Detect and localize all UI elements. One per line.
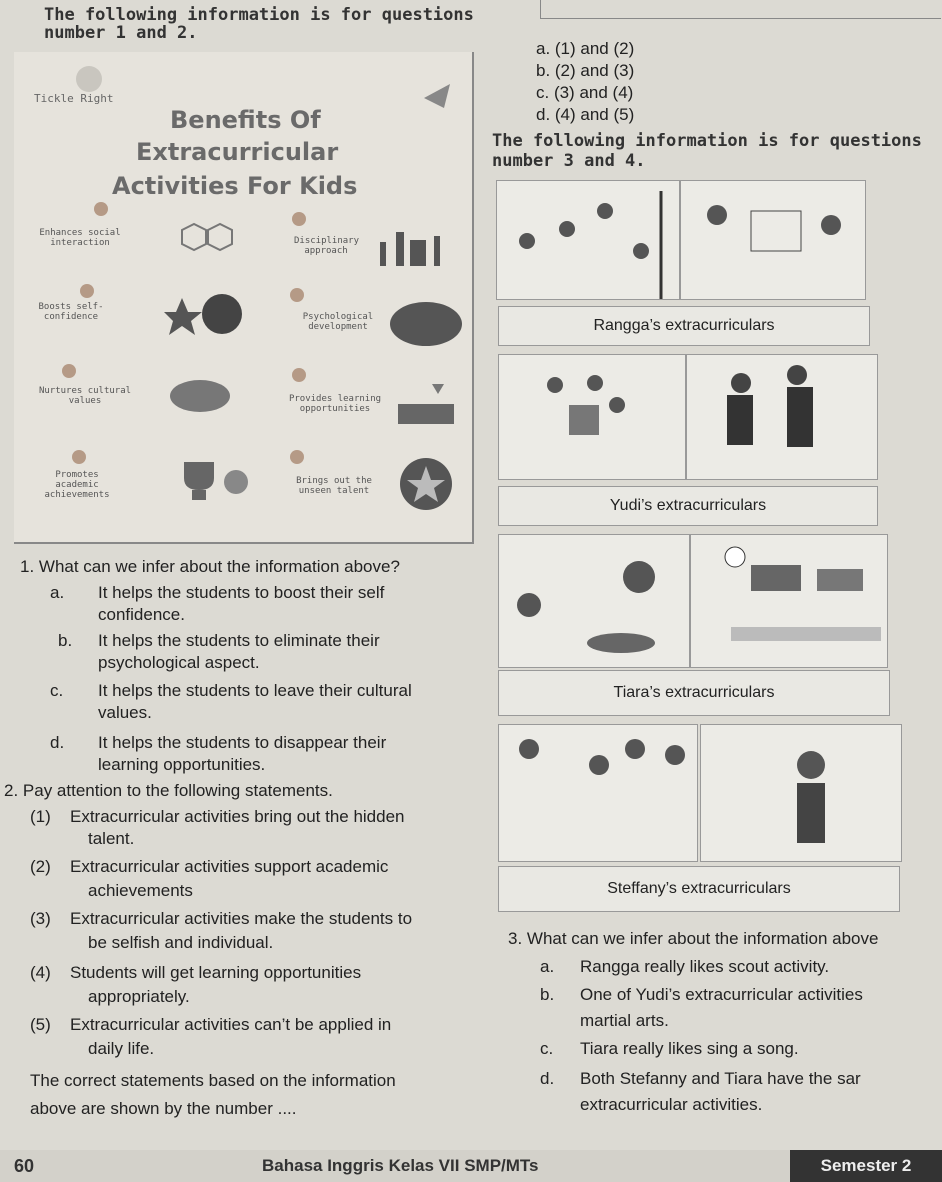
- item-number-3: [62, 364, 76, 378]
- infographic-title-line2: Extracurricular: [136, 138, 339, 166]
- q3-option-b-line1: One of Yudi’s extracurricular activities: [580, 985, 863, 1004]
- q1-option-b-line2: psychological aspect.: [98, 653, 260, 672]
- q1-option-d-letter: d.: [50, 733, 65, 752]
- q1-option-a-line2: confidence.: [98, 605, 185, 624]
- trophy-icon: [164, 454, 264, 508]
- q2-statement-1-line1: Extracurricular activities bring out the hidden: [70, 807, 405, 826]
- item-disciplinary: Disciplinary approach: [294, 236, 360, 256]
- q3-option-b-letter: b.: [540, 985, 555, 1004]
- intro-q3-4-line1: The following information is for questions: [492, 131, 922, 151]
- prev-question-options: [536, 38, 634, 126]
- badminton-players-icon: [681, 181, 865, 299]
- top-box-edge: [540, 0, 941, 19]
- item-promotes-academic: Promotes academic achievements: [44, 470, 110, 500]
- q1-option-c-line2: values.: [98, 703, 152, 722]
- q3-option-a-letter: a.: [540, 957, 555, 976]
- q3-option-d-line1: Both Stefanny and Tiara have the sar: [580, 1069, 861, 1088]
- q3-option-a-line1: Rangga really likes scout activity.: [580, 957, 830, 976]
- q3-option-c[interactable]: [540, 1038, 940, 1068]
- martial-arts-icon: [687, 355, 877, 479]
- q1-option-b-letter: b.: [58, 631, 73, 650]
- q2-statement-5-line1: Extracurricular activities can’t be applied in: [70, 1015, 392, 1034]
- book-title: Bahasa Inggris Kelas VII SMP/MTs: [262, 1156, 539, 1175]
- q2-statement-2-num: (2): [30, 857, 51, 876]
- yudi-caption: Yudi’s extracurriculars: [498, 486, 878, 526]
- brand-logo: [76, 66, 102, 92]
- q1-option-d[interactable]: [50, 730, 490, 778]
- prev-option-a: a. (1) and (2): [536, 39, 635, 58]
- prev-option-c: c. (3) and (4): [536, 83, 634, 102]
- intro-q1-2-line2: number 1 and 2.: [44, 23, 198, 43]
- steffany-dance-picture: [498, 724, 698, 862]
- q2-statement-4: [30, 960, 490, 1012]
- item-number-1: [94, 202, 108, 216]
- item-nurtures-cultural: Nurtures cultural values: [38, 386, 132, 406]
- q1-option-c-line1: It helps the students to leave their cultural: [98, 681, 412, 700]
- q2-statement-3-line1: Extracurricular activities make the students to: [70, 909, 413, 928]
- item-number-4: [72, 450, 86, 464]
- traffic-crossing-icon: [691, 535, 887, 667]
- q1-option-c[interactable]: [50, 678, 490, 730]
- prev-option-d: d. (4) and (5): [536, 105, 635, 124]
- question-1-options: [50, 582, 490, 778]
- semester-badge: Semester 2: [790, 1150, 942, 1182]
- yudi-marching-band-picture: [498, 354, 686, 480]
- infographic-title-line3: Activities For Kids: [112, 172, 358, 200]
- question-2-stem: 2. Pay attention to the following statements.: [4, 781, 333, 800]
- q2-statement-1-num: (1): [30, 807, 51, 826]
- q1-option-d-line1: It helps the students to disappear their: [98, 733, 387, 752]
- item-number-5: [292, 212, 306, 226]
- item-number-8: [290, 450, 304, 464]
- intro-q3-4: [492, 131, 922, 171]
- rangga-basketball-picture: [496, 180, 680, 300]
- item-boosts-confidence: Boosts self-confidence: [38, 302, 104, 322]
- q3-option-b-line2: martial arts.: [580, 1011, 669, 1030]
- q3-option-c-letter: c.: [540, 1039, 554, 1058]
- q3-option-d-line2: extracurricular activities.: [580, 1095, 763, 1114]
- star-badge-icon: [164, 288, 244, 342]
- infographic-title-line1: Benefits Of: [170, 106, 321, 134]
- singing-girl-icon: [701, 725, 901, 861]
- item-psychological: Psychological development: [302, 312, 374, 332]
- page-number: 60: [14, 1156, 35, 1176]
- intro-q1-2: [44, 6, 474, 42]
- q1-option-a-line1: It helps the students to boost their self: [98, 583, 385, 602]
- item-number-7: [292, 368, 306, 382]
- q1-option-a-letter: a.: [50, 583, 65, 602]
- rangga-badminton-picture: [680, 180, 866, 300]
- network-hexagon-icon: [172, 220, 242, 260]
- question-3-stem: 3. What can we infer about the information above: [508, 929, 879, 948]
- item-enhances-social: Enhances social interaction: [39, 228, 121, 248]
- item-unseen-talent: Brings out the unseen talent: [296, 476, 372, 496]
- q2-statement-5-num: (5): [30, 1015, 51, 1034]
- benefits-infographic: [14, 52, 474, 544]
- q2-statement-1: [30, 806, 490, 856]
- q3-option-c-line1: Tiara really likes sing a song.: [580, 1039, 799, 1058]
- traditional-dancers-icon: [499, 725, 697, 861]
- q2-closing-line1: The correct statements based on the information: [30, 1071, 396, 1090]
- q1-option-d-line2: learning opportunities.: [98, 755, 266, 774]
- book-lamp-icon: [394, 380, 460, 430]
- q3-option-d[interactable]: [540, 1068, 940, 1118]
- q1-option-c-letter: c.: [50, 681, 64, 700]
- q2-statement-4-line2: appropriately.: [88, 987, 190, 1006]
- question-1-stem: 1. What can we infer about the information above?: [20, 557, 400, 576]
- item-learning-opportunities: Provides learning opportunities: [288, 394, 382, 414]
- q3-option-d-letter: d.: [540, 1069, 555, 1088]
- steffany-caption: Steffany’s extracurriculars: [498, 866, 900, 912]
- rangga-caption: Rangga’s extracurriculars: [498, 306, 870, 346]
- q2-closing-line2: above are shown by the number ....: [30, 1099, 297, 1118]
- q2-statement-3-line2: be selfish and individual.: [88, 933, 274, 952]
- q2-statement-3: [30, 908, 490, 960]
- q2-statement-5: [30, 1012, 490, 1062]
- spotlight-star-icon: [390, 454, 460, 520]
- decorative-triangle-icon: [414, 78, 454, 108]
- item-number-6: [290, 288, 304, 302]
- q2-statement-1-line2: talent.: [88, 829, 135, 848]
- q1-option-b[interactable]: [50, 630, 490, 678]
- prev-option-b: b. (2) and (3): [536, 61, 635, 80]
- steffany-singing-picture: [700, 724, 902, 862]
- q3-option-a[interactable]: [540, 956, 940, 984]
- q1-option-a[interactable]: [50, 582, 490, 630]
- cooking-girls-icon: [499, 535, 689, 667]
- q2-statement-5-line2: daily life.: [88, 1039, 155, 1058]
- q3-option-b[interactable]: [540, 984, 940, 1038]
- marching-band-icon: [499, 355, 685, 479]
- brain-icon: [386, 296, 466, 352]
- q1-option-b-line1: It helps the students to eliminate their: [98, 631, 380, 650]
- tiara-traffic-picture: [690, 534, 888, 668]
- question-2-statements: [30, 806, 490, 1062]
- q2-statement-2-line2: achievements: [88, 881, 193, 900]
- basketball-players-icon: [497, 181, 679, 299]
- q2-statement-3-num: (3): [30, 909, 51, 928]
- q2-statement-4-num: (4): [30, 963, 51, 982]
- mask-icon: [164, 372, 236, 416]
- yudi-martial-arts-picture: [686, 354, 878, 480]
- question-3-options: [540, 956, 940, 1118]
- brand-name: Tickle Right: [34, 92, 114, 105]
- intro-q1-2-line1: The following information is for questions: [44, 5, 474, 25]
- tiara-cooking-picture: [498, 534, 690, 668]
- item-number-2: [80, 284, 94, 298]
- intro-q3-4-line2: number 3 and 4.: [492, 151, 646, 171]
- q2-statement-4-line1: Students will get learning opportunities: [70, 963, 362, 982]
- q2-statement-2-line1: Extracurricular activities support academic: [70, 857, 389, 876]
- tiara-caption: Tiara’s extracurriculars: [498, 670, 890, 716]
- chess-pieces-icon: [374, 222, 454, 272]
- q2-statement-2: [30, 856, 490, 908]
